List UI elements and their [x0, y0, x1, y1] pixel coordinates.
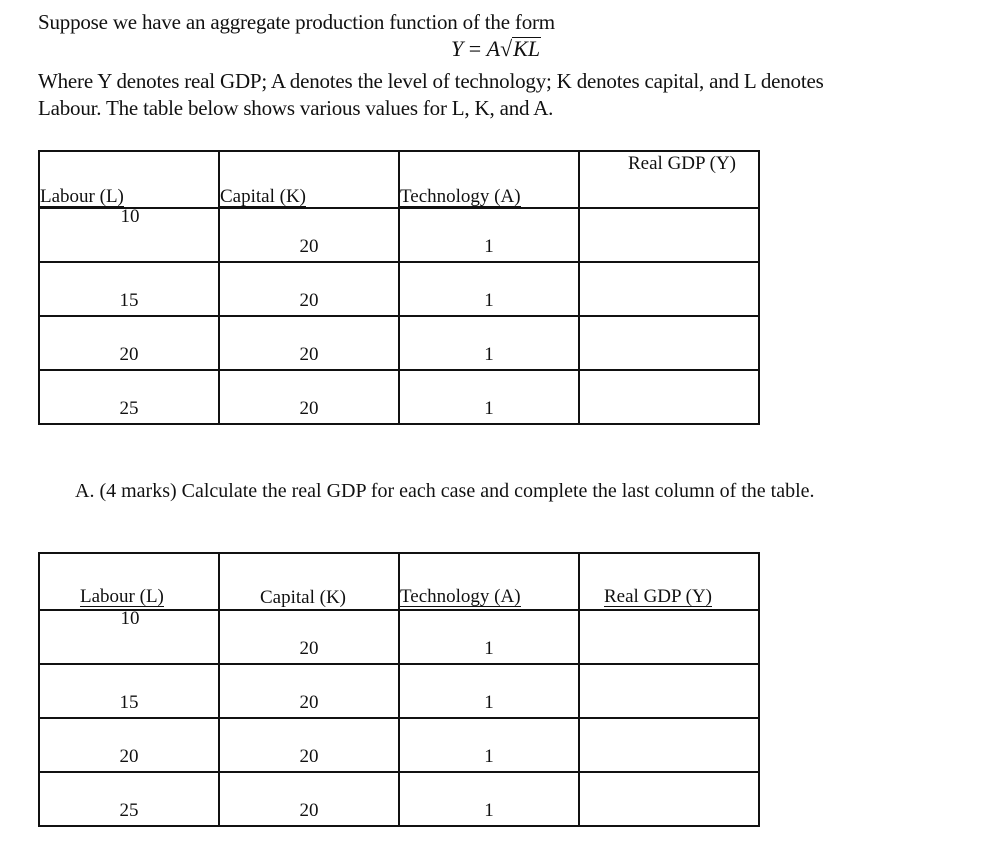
- header-cell-gdp: [579, 553, 759, 610]
- values-table-2: [38, 552, 760, 827]
- cell-labour: [39, 262, 219, 316]
- cell-gdp[interactable]: [579, 718, 759, 772]
- header-cell-labour: [39, 553, 219, 610]
- labour-value: 10: [120, 608, 140, 629]
- cell-capital: [219, 718, 399, 772]
- table-header-row: [39, 151, 759, 208]
- header-technology: Technology (A): [400, 586, 521, 607]
- cell-gdp[interactable]: [579, 316, 759, 370]
- cell-gdp[interactable]: [579, 370, 759, 424]
- cell-technology: [399, 610, 579, 664]
- cell-gdp[interactable]: [579, 610, 759, 664]
- labour-value: 15: [119, 692, 139, 713]
- technology-value: 1: [484, 344, 494, 365]
- header-gdp: Real GDP (Y): [628, 153, 736, 174]
- cell-capital: [219, 208, 399, 262]
- cell-technology: [399, 370, 579, 424]
- formula-radicand: KL: [513, 36, 541, 61]
- cell-technology: [399, 316, 579, 370]
- table-row: [39, 316, 759, 370]
- cell-labour: [39, 610, 219, 664]
- cell-technology: [399, 772, 579, 826]
- description-line-1: Where Y denotes real GDP; A denotes the level of technology; K denotes capital, and L denotes: [38, 69, 824, 93]
- table-row: [39, 370, 759, 424]
- capital-value: 20: [299, 344, 319, 365]
- cell-labour: [39, 718, 219, 772]
- cell-technology: [399, 208, 579, 262]
- technology-value: 1: [484, 692, 494, 713]
- header-capital: Capital (K): [220, 186, 307, 207]
- cell-gdp[interactable]: [579, 262, 759, 316]
- header-cell-labour: [39, 151, 219, 208]
- cell-capital: [219, 370, 399, 424]
- cell-capital: [219, 772, 399, 826]
- cell-labour: [39, 370, 219, 424]
- capital-value: 20: [299, 746, 319, 767]
- capital-value: 20: [299, 290, 319, 311]
- header-cell-technology: [399, 553, 579, 610]
- technology-value: 1: [484, 638, 494, 659]
- capital-value: 20: [299, 398, 319, 419]
- header-cell-capital: [219, 151, 399, 208]
- technology-value: 1: [484, 746, 494, 767]
- values-table-1: [38, 150, 760, 425]
- cell-capital: [219, 316, 399, 370]
- capital-value: 20: [299, 638, 319, 659]
- cell-labour: [39, 664, 219, 718]
- production-function-formula: [0, 36, 992, 62]
- cell-gdp[interactable]: [579, 208, 759, 262]
- capital-value: 20: [299, 236, 319, 257]
- formula-equals: =: [463, 36, 487, 61]
- intro-text: Suppose we have an aggregate production function of the form: [38, 10, 555, 34]
- cell-gdp[interactable]: [579, 772, 759, 826]
- header-labour: Labour (L): [80, 586, 164, 607]
- header-cell-technology: [399, 151, 579, 208]
- technology-value: 1: [484, 800, 494, 821]
- cell-gdp[interactable]: [579, 664, 759, 718]
- technology-value: 1: [484, 290, 494, 311]
- header-cell-gdp: [579, 151, 759, 208]
- cell-capital: [219, 664, 399, 718]
- labour-value: 20: [119, 746, 139, 767]
- question-a: A. (4 marks) Calculate the real GDP for each case and complete the last column of the table.: [75, 480, 815, 502]
- table-row: [39, 718, 759, 772]
- labour-value: 20: [119, 344, 139, 365]
- cell-technology: [399, 664, 579, 718]
- cell-capital: [219, 262, 399, 316]
- capital-value: 20: [299, 800, 319, 821]
- cell-capital: [219, 610, 399, 664]
- formula-y: Y: [450, 36, 464, 61]
- header-technology: Technology (A): [400, 186, 521, 207]
- cell-technology: [399, 262, 579, 316]
- table-row: [39, 208, 759, 262]
- cell-technology: [399, 718, 579, 772]
- cell-labour: [39, 208, 219, 262]
- table-row: [39, 610, 759, 664]
- table-row: [39, 664, 759, 718]
- labour-value: 25: [119, 398, 139, 419]
- description-line-2: Labour. The table below shows various values for L, K, and A.: [38, 96, 554, 120]
- table-row: [39, 262, 759, 316]
- table-header-row: [39, 553, 759, 610]
- header-capital: Capital (K): [260, 587, 347, 608]
- technology-value: 1: [484, 398, 494, 419]
- table-row: [39, 772, 759, 826]
- header-labour: Labour (L): [40, 186, 124, 207]
- formula-a: A: [486, 36, 501, 61]
- header-cell-capital: [219, 553, 399, 610]
- labour-value: 25: [119, 800, 139, 821]
- cell-labour: [39, 316, 219, 370]
- technology-value: 1: [484, 236, 494, 257]
- labour-value: 15: [119, 290, 139, 311]
- labour-value: 10: [120, 206, 140, 227]
- cell-labour: [39, 772, 219, 826]
- capital-value: 20: [299, 692, 319, 713]
- header-gdp: Real GDP (Y): [604, 586, 712, 607]
- formula-radical: √: [500, 36, 513, 61]
